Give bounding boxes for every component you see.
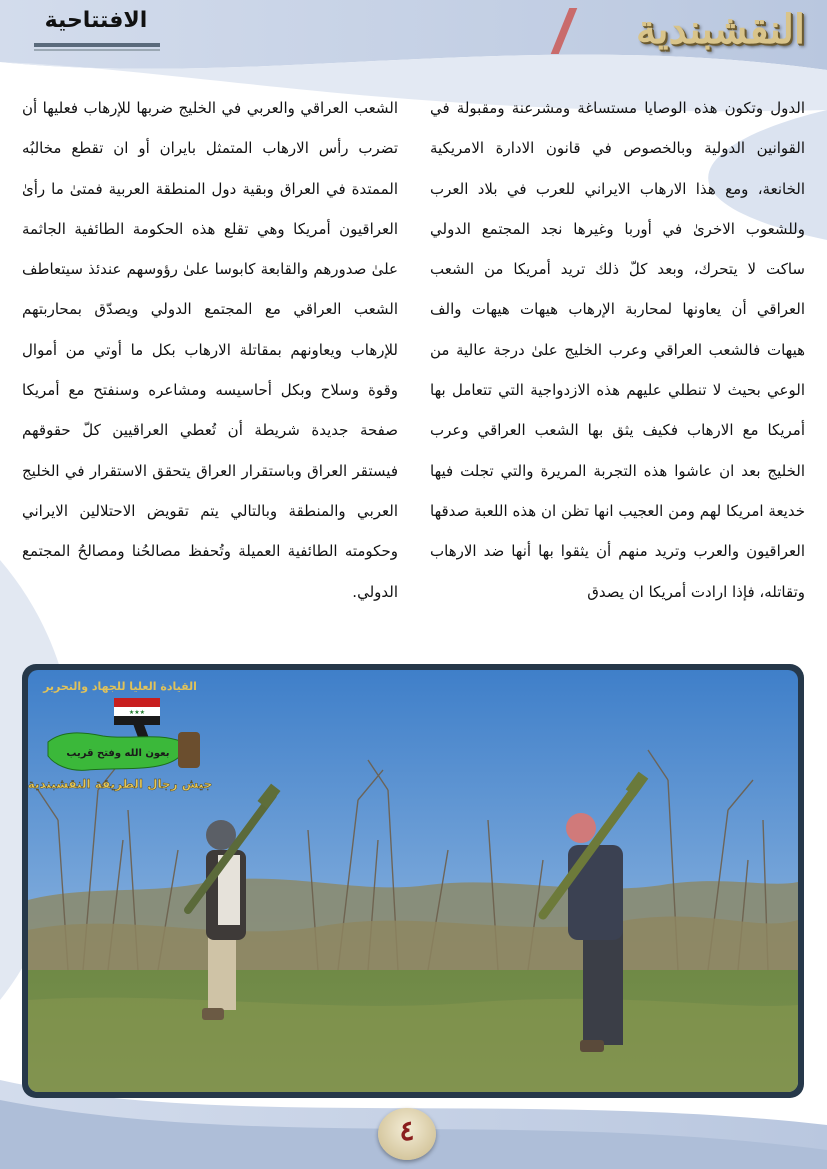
article-paragraph-right: الدول وتكون هذه الوصايا مستساغة ومشرعنة ومقبولة في القوانين الدولية وبالخصوص في قانون الادارة الامريكية الخانعة، ومع هذا الارهاب الايراني للعرب في بلاد العرب وللشعوب الاخرىٰ في أوربا وغيرها نجد المجتمع الدولي ساكت لا يتحرك، وبعد كلّ ذلك تريد أمريكا من الشعب العراقي أن يعاونها لمحاربة الإرهاب هيهات هيهات والف هيهات فالشعب العراقي وعرب الخليج علىٰ درجة عالية من الوعي بحيث لا تنطلي عليهم هذه الازدواجية التي تتعامل بها أمريكا مع الارهاب فكيف يثق بها الشعب العراقي وعرب الخليج بعد ان عاشوا هذه التجربة المريرة والتي تجلت فيها خديعة امريكا لهم ومن العجيب انها تظن ان هذه اللعبة صدقها العراقيون والعرب وتريد منهم أن يثقوا بها أنها ضد الارهاب وتقاتله، فإذا ارادت أمريكا ان يصدق bbox=[430, 99, 805, 601]
fighters-photo bbox=[28, 670, 798, 1092]
section-title-underline bbox=[34, 43, 160, 47]
article-paragraph-left: الشعب العراقي والعربي في الخليج ضربها للإرهاب فعليها أن تضرب رأس الارهاب المتمثل بايران أو ان تقطع مخالبُه الممتدة في العراق وبقية دول المنطقة العربية فمتىٰ ما رأىٰ العراقيون أمريكا وهي تقلع هذه الحكومة الطائفية الجاثمة علىٰ صدورهم والقابعة كابوسا علىٰ رؤوسهم عندئذ سيتعاطف الشعب العراقي مع المجتمع الدولي ويصدّق بمحاربتهم للإرهاب ويعاونهم بمقاتلة الارهاب بكل ما أوتي من أموال وقوة وسلاح وبكل أحاسيسه ومشاعره وسنفتح مع أمريكا صفحة جديدة شريطة أن تُعطي العراقيين كلّ حقوقهم فيستقر العراق وباستقرار العراق يتحقق الاستقرار في الخليج العربي والمنطقة وبالتالي يتم تقويض الاحتلالين الايراني وحكومته الطائفية العميلة وتُحفظ مصالحُنا ومصالحُ المجتمع الدولي. bbox=[22, 99, 398, 601]
section-title: الافتتاحية bbox=[44, 8, 148, 33]
article-column-left bbox=[22, 88, 398, 612]
page-number-badge bbox=[376, 1106, 438, 1162]
article-column-right bbox=[430, 88, 805, 612]
photo-frame bbox=[22, 664, 804, 1098]
svg-text:★★★: ★★★ bbox=[128, 709, 146, 716]
logo-map-text: بعون الله وفتح قريب bbox=[66, 748, 170, 759]
section-title-underline-thin bbox=[34, 49, 160, 51]
page-number: ٤ bbox=[399, 1114, 415, 1147]
logo-bottom-text: جيش رجال الطريقة النقشبندية bbox=[28, 777, 213, 791]
rifle-emblem bbox=[178, 732, 200, 768]
magazine-brand-title: النقشبندية bbox=[635, 6, 805, 53]
logo-top-text: القيادة العليا للجهاد والتحرير bbox=[43, 680, 197, 693]
